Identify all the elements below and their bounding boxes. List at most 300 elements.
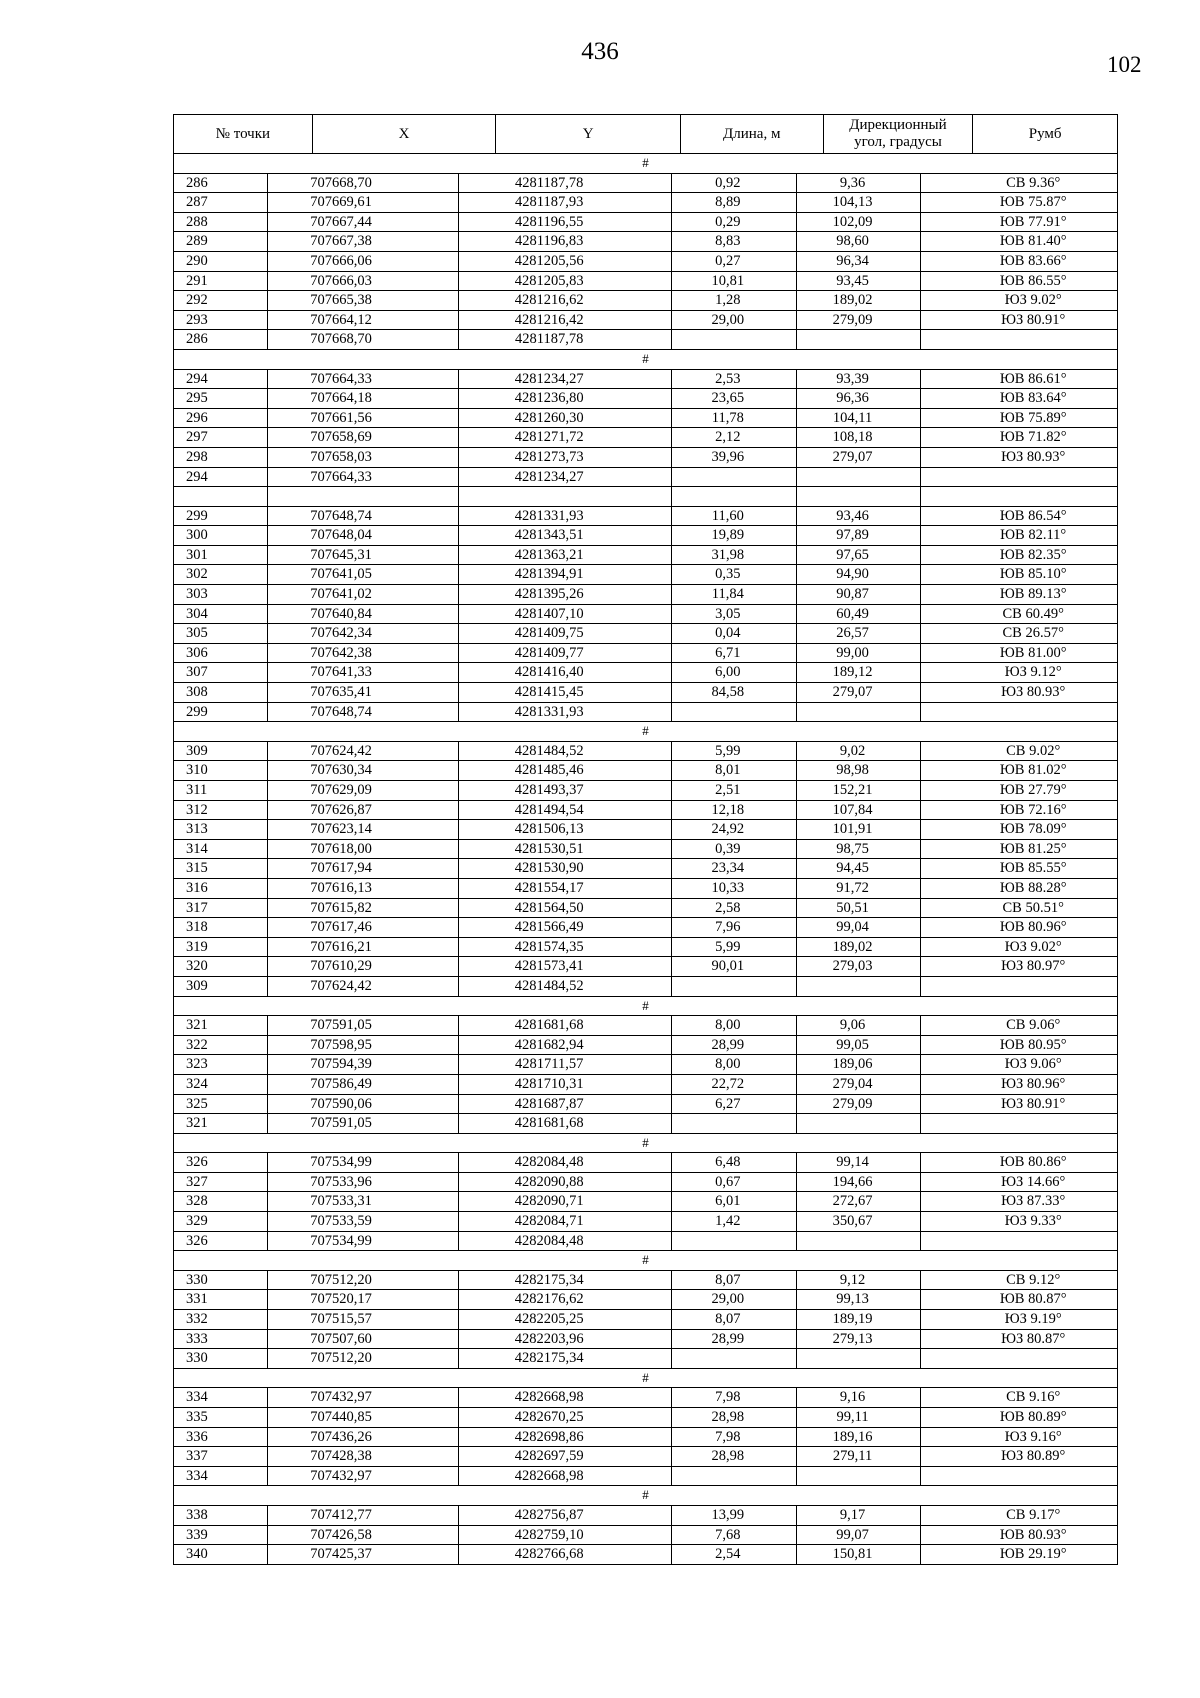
cell-direction-angle: 189,16	[797, 1428, 922, 1447]
blank-cell	[174, 487, 268, 506]
cell-rumb: ЮЗ 80.96°	[1001, 1075, 1066, 1092]
cell-point-number: 325	[174, 1095, 268, 1114]
cell-y: 4281710,31	[459, 1075, 672, 1094]
cell-direction-angle: 9,16	[797, 1388, 922, 1407]
table-row	[173, 801, 1118, 821]
table-row	[173, 565, 1118, 585]
cell-point-number: 292	[174, 291, 268, 310]
table-row	[173, 820, 1118, 840]
cell-x: 707635,41	[268, 683, 460, 702]
table-row	[173, 1467, 1118, 1487]
cell-x: 707623,14	[268, 820, 460, 839]
cell-x: 707520,17	[268, 1290, 460, 1309]
cell-x: 707669,61	[268, 193, 460, 212]
cell-y: 4281273,73	[459, 448, 672, 467]
cell-y: 4281187,78	[459, 330, 672, 349]
cell-y: 4282697,59	[459, 1447, 672, 1466]
cell-rumb: ЮЗ 9.02°	[1004, 938, 1062, 955]
cell-direction-angle: 9,17	[797, 1506, 922, 1525]
cell-rumb: ЮВ 85.55°	[999, 860, 1067, 877]
cell-point-number: 286	[174, 330, 268, 349]
table-row	[173, 703, 1118, 723]
cell-length: 11,84	[672, 585, 797, 604]
cell-x: 707664,33	[268, 370, 460, 389]
cell-length: 3,05	[672, 605, 797, 624]
table-header	[173, 114, 1118, 154]
table-row	[173, 1408, 1118, 1428]
cell-length: 7,98	[672, 1428, 797, 1447]
cell-x: 707658,03	[268, 448, 460, 467]
cell-point-number: 338	[174, 1506, 268, 1525]
cell-y: 4281196,83	[459, 232, 672, 251]
group-separator: #	[173, 1486, 1118, 1506]
cell-y: 4281234,27	[459, 468, 672, 487]
cell-length: 8,89	[672, 193, 797, 212]
cell-direction-angle: 104,13	[797, 193, 922, 212]
cell-rumb: ЮЗ 80.91°	[1001, 311, 1066, 328]
cell-y: 4282759,10	[459, 1526, 672, 1545]
cell-point-number: 326	[174, 1153, 268, 1172]
table-row	[173, 311, 1118, 331]
cell-y: 4281205,83	[459, 272, 672, 291]
cell-rumb: ЮВ 27.79°	[999, 782, 1067, 798]
cell-x: 707641,02	[268, 585, 460, 604]
header-x: X	[313, 115, 497, 153]
table-row	[173, 1095, 1118, 1115]
cell-length: 6,01	[672, 1192, 797, 1211]
cell-direction-angle	[797, 468, 922, 487]
cell-length: 0,67	[672, 1173, 797, 1192]
table-row	[173, 1447, 1118, 1467]
table-row	[173, 389, 1118, 409]
table-row	[173, 624, 1118, 644]
cell-rumb	[921, 1114, 1117, 1133]
cell-length: 29,00	[672, 311, 797, 330]
group-separator: #	[173, 350, 1118, 370]
cell-direction-angle: 96,36	[797, 389, 922, 408]
cell-point-number: 323	[174, 1055, 268, 1074]
cell-length: 5,99	[672, 938, 797, 957]
coordinates-table	[173, 154, 1118, 1565]
cell-y: 4282756,87	[459, 1506, 672, 1525]
cell-x: 707658,69	[268, 428, 460, 447]
cell-point-number: 287	[174, 193, 268, 212]
cell-y: 4281216,42	[459, 311, 672, 330]
cell-direction-angle: 189,02	[797, 291, 922, 310]
table-row	[173, 1506, 1118, 1526]
cell-rumb: ЮВ 80.89°	[999, 1409, 1067, 1425]
cell-length: 8,07	[672, 1310, 797, 1329]
table-row	[173, 1526, 1118, 1546]
table-row	[173, 644, 1118, 664]
cell-rumb: ЮВ 81.25°	[999, 840, 1067, 857]
header-direction-angle: Дирекционный угол, градусы	[824, 115, 974, 153]
cell-x: 707645,31	[268, 546, 460, 565]
cell-rumb	[921, 1467, 1117, 1486]
cell-x: 707666,06	[268, 252, 460, 271]
cell-rumb: ЮЗ 80.97°	[1001, 958, 1066, 975]
cell-length: 7,96	[672, 918, 797, 937]
table-row	[173, 174, 1118, 194]
cell-y: 4281494,54	[459, 801, 672, 820]
cell-y: 4282175,34	[459, 1349, 672, 1368]
cell-length: 0,29	[672, 213, 797, 232]
cell-rumb: ЮВ 86.61°	[999, 370, 1067, 387]
blank-cell	[268, 487, 460, 506]
cell-length: 0,35	[672, 565, 797, 584]
cell-direction-angle: 93,46	[797, 507, 922, 526]
cell-direction-angle: 94,45	[797, 859, 922, 878]
cell-y: 4281564,50	[459, 899, 672, 918]
cell-length: 28,98	[672, 1408, 797, 1427]
cell-length: 5,99	[672, 742, 797, 761]
cell-length	[672, 1467, 797, 1486]
cell-rumb: ЮЗ 87.33°	[1001, 1193, 1066, 1210]
cell-direction-angle: 152,21	[797, 781, 922, 800]
cell-y: 4281485,46	[459, 761, 672, 780]
cell-direction-angle: 279,09	[797, 311, 922, 330]
cell-x: 707598,95	[268, 1036, 460, 1055]
cell-direction-angle: 97,65	[797, 546, 922, 565]
table-row	[173, 1330, 1118, 1350]
cell-rumb	[921, 330, 1117, 349]
cell-x: 707425,37	[268, 1545, 460, 1564]
cell-point-number: 290	[174, 252, 268, 271]
cell-direction-angle: 189,19	[797, 1310, 922, 1329]
cell-x: 707610,29	[268, 957, 460, 976]
cell-rumb: ЮЗ 9.02°	[1004, 292, 1062, 309]
cell-y: 4281216,62	[459, 291, 672, 310]
cell-length: 2,54	[672, 1545, 797, 1564]
group-separator-blank	[173, 487, 1118, 507]
table-row	[173, 370, 1118, 390]
cell-rumb: ЮВ 88.28°	[999, 879, 1067, 896]
cell-rumb: СВ 9.12°	[1006, 1271, 1061, 1288]
cell-y: 4282668,98	[459, 1388, 672, 1407]
cell-point-number: 318	[174, 918, 268, 937]
cell-y: 4281187,93	[459, 193, 672, 212]
cell-length	[672, 330, 797, 349]
group-separator: #	[173, 1251, 1118, 1271]
cell-y: 4281687,87	[459, 1095, 672, 1114]
cell-length: 10,81	[672, 272, 797, 291]
cell-y: 4281415,45	[459, 683, 672, 702]
cell-rumb: ЮВ 81.00°	[999, 644, 1067, 661]
cell-rumb	[921, 703, 1117, 722]
cell-rumb: ЮВ 81.02°	[999, 762, 1067, 779]
cell-rumb	[921, 468, 1117, 487]
cell-point-number: 298	[174, 448, 268, 467]
cell-point-number: 308	[174, 683, 268, 702]
cell-rumb	[921, 977, 1117, 996]
cell-point-number: 297	[174, 428, 268, 447]
cell-y: 4281484,52	[459, 977, 672, 996]
group-separator: #	[173, 1134, 1118, 1154]
cell-point-number: 314	[174, 840, 268, 859]
cell-y: 4282090,71	[459, 1192, 672, 1211]
cell-x: 707586,49	[268, 1075, 460, 1094]
table-row	[173, 899, 1118, 919]
cell-rumb: ЮЗ 80.87°	[1001, 1330, 1066, 1347]
cell-y: 4282175,34	[459, 1271, 672, 1290]
cell-point-number: 310	[174, 761, 268, 780]
cell-direction-angle: 189,06	[797, 1055, 922, 1074]
cell-x: 707626,87	[268, 801, 460, 820]
cell-direction-angle: 99,11	[797, 1408, 922, 1427]
cell-point-number: 327	[174, 1173, 268, 1192]
cell-length	[672, 1349, 797, 1368]
cell-direction-angle: 96,34	[797, 252, 922, 271]
cell-direction-angle: 90,87	[797, 585, 922, 604]
cell-y: 4281416,40	[459, 663, 672, 682]
cell-x: 707648,04	[268, 526, 460, 545]
cell-length: 10,33	[672, 879, 797, 898]
table-row	[173, 1055, 1118, 1075]
cell-x: 707515,57	[268, 1310, 460, 1329]
cell-point-number: 295	[174, 389, 268, 408]
table-row	[173, 1290, 1118, 1310]
cell-length: 28,98	[672, 1447, 797, 1466]
cell-direction-angle	[797, 330, 922, 349]
cell-point-number: 334	[174, 1388, 268, 1407]
cell-y: 4281681,68	[459, 1016, 672, 1035]
cell-y: 4281234,27	[459, 370, 672, 389]
cell-length: 2,12	[672, 428, 797, 447]
cell-length: 28,99	[672, 1036, 797, 1055]
cell-y: 4281409,75	[459, 624, 672, 643]
table-row	[173, 448, 1118, 468]
cell-y: 4281196,55	[459, 213, 672, 232]
cell-direction-angle: 9,12	[797, 1271, 922, 1290]
cell-direction-angle: 50,51	[797, 899, 922, 918]
group-separator: #	[173, 1369, 1118, 1389]
cell-length: 13,99	[672, 1506, 797, 1525]
cell-direction-angle: 9,36	[797, 174, 922, 193]
table-row	[173, 585, 1118, 605]
table-row	[173, 1212, 1118, 1232]
cell-direction-angle	[797, 703, 922, 722]
table-row	[173, 1153, 1118, 1173]
cell-y: 4281260,30	[459, 409, 672, 428]
cell-length	[672, 1232, 797, 1251]
cell-length: 8,00	[672, 1016, 797, 1035]
cell-x: 707534,99	[268, 1232, 460, 1251]
cell-point-number: 320	[174, 957, 268, 976]
cell-length: 11,60	[672, 507, 797, 526]
cell-point-number: 335	[174, 1408, 268, 1427]
cell-point-number: 299	[174, 703, 268, 722]
cell-length: 23,34	[672, 859, 797, 878]
table-row	[173, 1192, 1118, 1212]
cell-point-number: 307	[174, 663, 268, 682]
cell-rumb: ЮВ 29.19°	[999, 1546, 1067, 1563]
blank-cell	[459, 487, 672, 506]
cell-x: 707512,20	[268, 1271, 460, 1290]
cell-rumb: ЮВ 71.82°	[999, 429, 1067, 446]
cell-rumb: ЮЗ 80.93°	[1001, 684, 1066, 701]
cell-rumb: СВ 9.17°	[1006, 1506, 1061, 1523]
cell-direction-angle: 99,04	[797, 918, 922, 937]
cell-point-number: 288	[174, 213, 268, 232]
table-row	[173, 879, 1118, 899]
table-row	[173, 840, 1118, 860]
cell-direction-angle	[797, 1114, 922, 1133]
cell-x: 707640,84	[268, 605, 460, 624]
cell-x: 707668,70	[268, 330, 460, 349]
cell-y: 4281331,93	[459, 703, 672, 722]
cell-x: 707664,33	[268, 468, 460, 487]
cell-direction-angle: 279,09	[797, 1095, 922, 1114]
cell-x: 707668,70	[268, 174, 460, 193]
cell-y: 4281395,26	[459, 585, 672, 604]
cell-rumb: ЮЗ 80.89°	[1001, 1448, 1066, 1465]
cell-point-number: 322	[174, 1036, 268, 1055]
cell-y: 4282205,25	[459, 1310, 672, 1329]
table-row	[173, 938, 1118, 958]
cell-direction-angle: 279,04	[797, 1075, 922, 1094]
group-separator: #	[173, 997, 1118, 1017]
cell-y: 4281236,80	[459, 389, 672, 408]
table-row	[173, 507, 1118, 527]
cell-y: 4281574,35	[459, 938, 672, 957]
cell-y: 4281343,51	[459, 526, 672, 545]
table-row	[173, 683, 1118, 703]
table-row	[173, 1232, 1118, 1252]
cell-x: 707661,56	[268, 409, 460, 428]
cell-point-number: 337	[174, 1447, 268, 1466]
cell-rumb: ЮВ 80.86°	[999, 1154, 1067, 1171]
cell-x: 707641,33	[268, 663, 460, 682]
table-row	[173, 1349, 1118, 1369]
cell-direction-angle: 94,90	[797, 565, 922, 584]
table-row	[173, 605, 1118, 625]
cell-x: 707667,44	[268, 213, 460, 232]
cell-length: 19,89	[672, 526, 797, 545]
cell-x: 707665,38	[268, 291, 460, 310]
table-row	[173, 291, 1118, 311]
cell-length	[672, 977, 797, 996]
cell-x: 707436,26	[268, 1428, 460, 1447]
cell-x: 707666,03	[268, 272, 460, 291]
cell-x: 707618,00	[268, 840, 460, 859]
cell-length: 8,83	[672, 232, 797, 251]
cell-point-number: 301	[174, 546, 268, 565]
cell-direction-angle	[797, 977, 922, 996]
cell-length: 24,92	[672, 820, 797, 839]
cell-y: 4281187,78	[459, 174, 672, 193]
table-row	[173, 742, 1118, 762]
cell-direction-angle	[797, 1349, 922, 1368]
table-row	[173, 1016, 1118, 1036]
header-y: Y	[496, 115, 681, 153]
cell-length: 23,65	[672, 389, 797, 408]
cell-point-number: 289	[174, 232, 268, 251]
cell-length: 90,01	[672, 957, 797, 976]
cell-y: 4282176,62	[459, 1290, 672, 1309]
cell-x: 707512,20	[268, 1349, 460, 1368]
cell-rumb: ЮВ 72.16°	[999, 801, 1067, 818]
table-row	[173, 213, 1118, 233]
cell-y: 4281363,21	[459, 546, 672, 565]
cell-rumb: ЮВ 80.95°	[999, 1036, 1067, 1053]
cell-rumb: ЮВ 82.35°	[999, 546, 1067, 563]
cell-length: 6,27	[672, 1095, 797, 1114]
cell-y: 4282084,48	[459, 1232, 672, 1251]
cell-x: 707648,74	[268, 507, 460, 526]
cell-rumb: СВ 9.16°	[1006, 1389, 1061, 1406]
cell-direction-angle: 272,67	[797, 1192, 922, 1211]
cell-rumb: ЮВ 77.91°	[999, 213, 1067, 230]
cell-direction-angle: 98,75	[797, 840, 922, 859]
cell-direction-angle: 99,07	[797, 1526, 922, 1545]
cell-direction-angle: 99,14	[797, 1153, 922, 1172]
cell-length: 12,18	[672, 801, 797, 820]
cell-point-number: 311	[174, 781, 268, 800]
table-row	[173, 526, 1118, 546]
cell-y: 4281205,56	[459, 252, 672, 271]
cell-point-number: 294	[174, 370, 268, 389]
cell-x: 707533,96	[268, 1173, 460, 1192]
cell-length: 31,98	[672, 546, 797, 565]
table-row	[173, 468, 1118, 488]
table-row	[173, 1075, 1118, 1095]
cell-y: 4282670,25	[459, 1408, 672, 1427]
cell-length: 1,42	[672, 1212, 797, 1231]
cell-y: 4281409,77	[459, 644, 672, 663]
cell-length: 1,28	[672, 291, 797, 310]
group-separator: #	[173, 154, 1118, 174]
cell-x: 707432,97	[268, 1467, 460, 1486]
cell-point-number: 304	[174, 605, 268, 624]
cell-direction-angle: 91,72	[797, 879, 922, 898]
cell-y: 4281711,57	[459, 1055, 672, 1074]
cell-rumb: СВ 9.36°	[1006, 174, 1061, 191]
blank-cell	[797, 487, 922, 506]
cell-point-number: 328	[174, 1192, 268, 1211]
cell-rumb: ЮВ 83.64°	[999, 390, 1067, 407]
cell-x: 707642,38	[268, 644, 460, 663]
cell-y: 4281573,41	[459, 957, 672, 976]
cell-point-number: 299	[174, 507, 268, 526]
cell-rumb: ЮЗ 9.33°	[1004, 1213, 1062, 1230]
cell-point-number: 340	[174, 1545, 268, 1564]
cell-length: 2,53	[672, 370, 797, 389]
cell-point-number: 300	[174, 526, 268, 545]
cell-length: 0,04	[672, 624, 797, 643]
cell-point-number: 302	[174, 565, 268, 584]
cell-direction-angle: 9,02	[797, 742, 922, 761]
cell-length: 84,58	[672, 683, 797, 702]
cell-rumb: ЮЗ 9.12°	[1004, 664, 1062, 681]
cell-direction-angle: 279,07	[797, 683, 922, 702]
table-row	[173, 409, 1118, 429]
cell-direction-angle: 194,66	[797, 1173, 922, 1192]
cell-direction-angle: 279,13	[797, 1330, 922, 1349]
cell-length: 8,07	[672, 1271, 797, 1290]
cell-direction-angle: 93,39	[797, 370, 922, 389]
cell-direction-angle: 98,60	[797, 232, 922, 251]
cell-rumb: ЮВ 75.87°	[999, 194, 1067, 211]
cell-point-number: 294	[174, 468, 268, 487]
cell-rumb: ЮВ 82.11°	[1000, 527, 1067, 544]
cell-length	[672, 468, 797, 487]
cell-rumb	[921, 1232, 1117, 1251]
cell-point-number: 309	[174, 742, 268, 761]
table-row	[173, 1036, 1118, 1056]
cell-direction-angle: 98,98	[797, 761, 922, 780]
cell-rumb: СВ 9.02°	[1006, 742, 1061, 759]
cell-x: 707641,05	[268, 565, 460, 584]
